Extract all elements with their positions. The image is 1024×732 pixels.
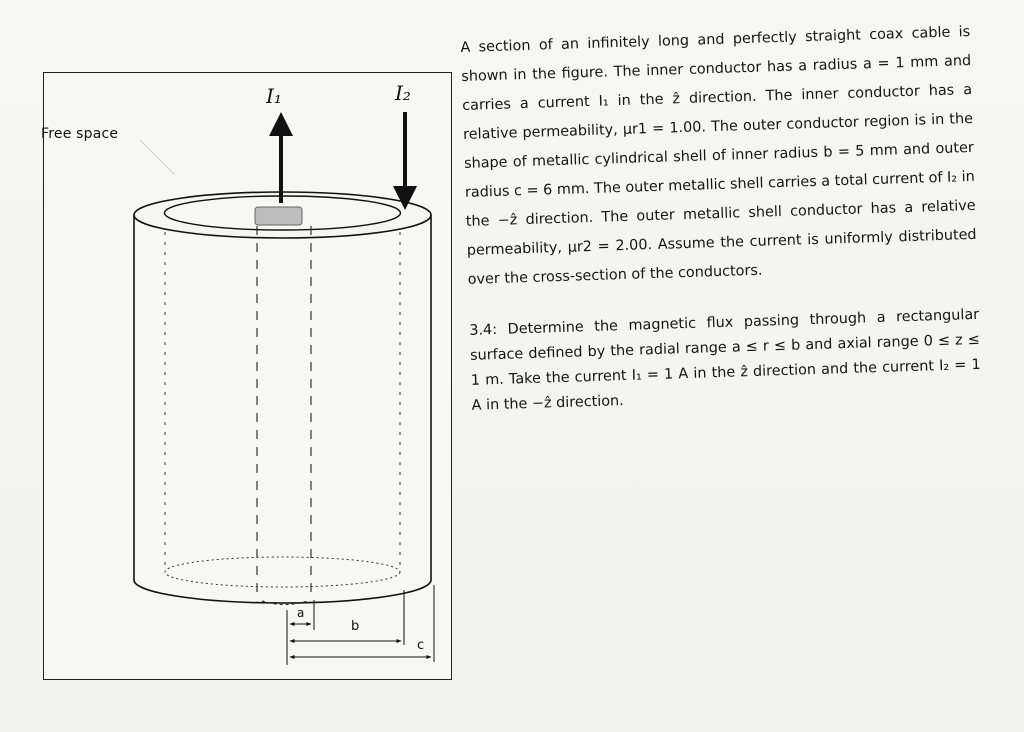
problem-question: 3.4: Determine the magnetic flux passing through a rectangular surface defined by the radial range a ≤ r ≤ b and axial range 0 ≤ z ≤ 1 m. Take the current I₁ = 1 A in the ẑ direction and the current I₂ = 1 A in the −ẑ direction. <box>469 306 981 414</box>
inner-conductor-top <box>255 207 302 225</box>
dim-label-b: b <box>351 619 360 634</box>
inner-shell-bottom-dashed <box>165 557 400 587</box>
label-i2: I₂ <box>395 81 411 105</box>
free-space-pointer <box>140 140 175 175</box>
outer-cylinder-bottom <box>134 580 431 603</box>
free-space-label: Free space <box>41 126 119 142</box>
dim-label-c: c <box>417 638 425 653</box>
problem-description: A section of an infinitely long and perfectly straight coax cable is shown in the figure. The inner conductor has a radius a = 1 mm and carries a current I₁ in the ẑ direction. The inner conductor has a relative permeability, μr1 = 1.00. The outer conductor region is in the shape of metallic cylindrical shell of inner radius b = 5 mm and outer radius c = 6 mm. The outer metallic shell carries a total current of I₂ in the −ẑ direction. The outer metallic shell conductor has a relative permeability, μr2 = 2.00. Assume the current is uniformly distributed over the cross-section of the conductors. <box>460 23 977 288</box>
label-i1: I₁ <box>266 84 282 108</box>
problem-text-block <box>460 18 982 419</box>
dim-label-a: a <box>297 606 305 620</box>
